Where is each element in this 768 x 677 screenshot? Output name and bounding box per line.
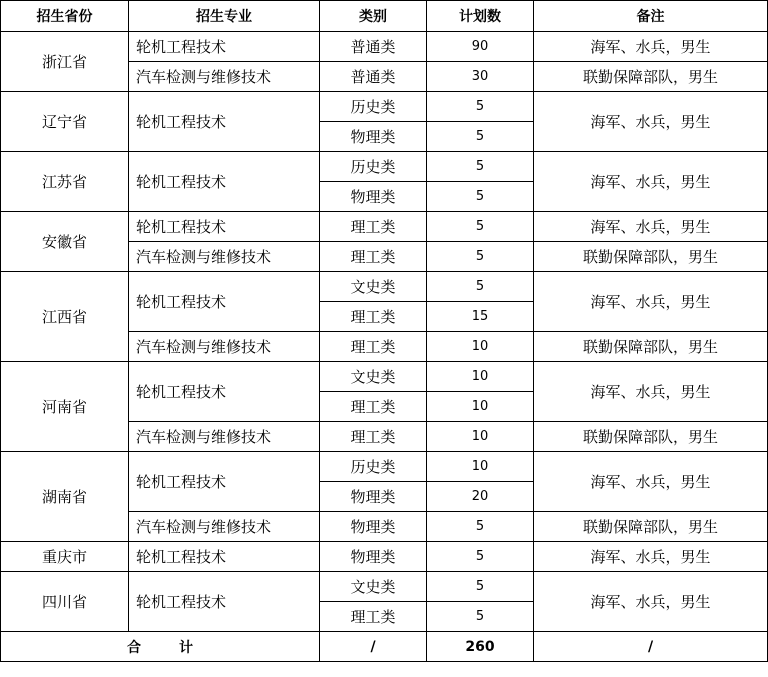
plan-count-cell: 30 xyxy=(427,62,534,92)
province-cell: 安徽省 xyxy=(1,212,129,272)
category-cell: 理工类 xyxy=(320,422,427,452)
plan-count-cell: 5 xyxy=(427,272,534,302)
category-cell: 理工类 xyxy=(320,602,427,632)
table-row xyxy=(1,272,768,302)
major-cell: 汽车检测与维修技术 xyxy=(129,332,320,362)
remark-cell: 海军、水兵，男生 xyxy=(534,572,768,632)
plan-count-cell: 5 xyxy=(427,152,534,182)
header-remark: 备注 xyxy=(534,1,768,32)
plan-count-cell: 5 xyxy=(427,92,534,122)
plan-count-cell: 20 xyxy=(427,482,534,512)
plan-count-cell: 5 xyxy=(427,512,534,542)
header-category: 类别 xyxy=(320,1,427,32)
total-note: / xyxy=(534,632,768,662)
plan-count-cell: 5 xyxy=(427,182,534,212)
remark-cell: 海军、水兵，男生 xyxy=(534,32,768,62)
plan-count-cell: 5 xyxy=(427,242,534,272)
plan-count-cell: 5 xyxy=(427,572,534,602)
plan-count-cell: 5 xyxy=(427,542,534,572)
major-cell: 汽车检测与维修技术 xyxy=(129,62,320,92)
category-cell: 文史类 xyxy=(320,362,427,392)
category-cell: 历史类 xyxy=(320,92,427,122)
category-cell: 理工类 xyxy=(320,242,427,272)
header-province: 招生省份 xyxy=(1,1,129,32)
major-cell: 汽车检测与维修技术 xyxy=(129,242,320,272)
table-row xyxy=(1,92,768,122)
province-cell: 江苏省 xyxy=(1,152,129,212)
total-count: 260 xyxy=(427,632,534,662)
category-cell: 理工类 xyxy=(320,212,427,242)
category-cell: 物理类 xyxy=(320,482,427,512)
plan-count-cell: 10 xyxy=(427,362,534,392)
table-row xyxy=(1,212,768,242)
remark-cell: 海军、水兵，男生 xyxy=(534,92,768,152)
remark-cell: 联勤保障部队，男生 xyxy=(534,242,768,272)
plan-count-cell: 5 xyxy=(427,602,534,632)
category-cell: 物理类 xyxy=(320,542,427,572)
table-row xyxy=(1,572,768,602)
province-cell: 重庆市 xyxy=(1,542,129,572)
major-cell: 轮机工程技术 xyxy=(129,92,320,152)
major-cell: 轮机工程技术 xyxy=(129,272,320,332)
remark-cell: 海军、水兵，男生 xyxy=(534,152,768,212)
remark-cell: 联勤保障部队，男生 xyxy=(534,422,768,452)
table-row xyxy=(1,452,768,482)
category-cell: 物理类 xyxy=(320,182,427,212)
remark-cell: 海军、水兵，男生 xyxy=(534,542,768,572)
category-cell: 普通类 xyxy=(320,32,427,62)
table-row xyxy=(1,32,768,62)
category-cell: 历史类 xyxy=(320,452,427,482)
major-cell: 轮机工程技术 xyxy=(129,362,320,422)
category-cell: 文史类 xyxy=(320,572,427,602)
plan-count-cell: 10 xyxy=(427,452,534,482)
category-cell: 物理类 xyxy=(320,122,427,152)
remark-cell: 海军、水兵，男生 xyxy=(534,452,768,512)
header-plan-count: 计划数 xyxy=(427,1,534,32)
province-cell: 辽宁省 xyxy=(1,92,129,152)
header-major: 招生专业 xyxy=(129,1,320,32)
plan-count-cell: 90 xyxy=(427,32,534,62)
province-cell: 江西省 xyxy=(1,272,129,362)
major-cell: 轮机工程技术 xyxy=(129,452,320,512)
plan-count-cell: 5 xyxy=(427,212,534,242)
table-header-row xyxy=(1,1,768,32)
category-cell: 理工类 xyxy=(320,332,427,362)
major-cell: 汽车检测与维修技术 xyxy=(129,422,320,452)
major-cell: 轮机工程技术 xyxy=(129,152,320,212)
remark-cell: 海军、水兵，男生 xyxy=(534,212,768,242)
total-label: 合计 xyxy=(1,632,320,662)
province-cell: 浙江省 xyxy=(1,32,129,92)
major-cell: 轮机工程技术 xyxy=(129,32,320,62)
category-cell: 理工类 xyxy=(320,392,427,422)
plan-count-cell: 10 xyxy=(427,422,534,452)
remark-cell: 海军、水兵，男生 xyxy=(534,272,768,332)
plan-count-cell: 15 xyxy=(427,302,534,332)
table-row xyxy=(1,542,768,572)
table-row xyxy=(1,362,768,392)
major-cell: 轮机工程技术 xyxy=(129,212,320,242)
plan-count-cell: 10 xyxy=(427,332,534,362)
remark-cell: 联勤保障部队，男生 xyxy=(534,512,768,542)
remark-cell: 联勤保障部队，男生 xyxy=(534,332,768,362)
table-row xyxy=(1,152,768,182)
category-cell: 物理类 xyxy=(320,512,427,542)
category-cell: 理工类 xyxy=(320,302,427,332)
total-category: / xyxy=(320,632,427,662)
province-cell: 湖南省 xyxy=(1,452,129,542)
category-cell: 历史类 xyxy=(320,152,427,182)
plan-count-cell: 5 xyxy=(427,122,534,152)
total-row xyxy=(1,632,768,662)
major-cell: 轮机工程技术 xyxy=(129,572,320,632)
major-cell: 轮机工程技术 xyxy=(129,542,320,572)
major-cell: 汽车检测与维修技术 xyxy=(129,512,320,542)
province-cell: 河南省 xyxy=(1,362,129,452)
province-cell: 四川省 xyxy=(1,572,129,632)
remark-cell: 海军、水兵，男生 xyxy=(534,362,768,422)
plan-count-cell: 10 xyxy=(427,392,534,422)
category-cell: 普通类 xyxy=(320,62,427,92)
remark-cell: 联勤保障部队，男生 xyxy=(534,62,768,92)
category-cell: 文史类 xyxy=(320,272,427,302)
